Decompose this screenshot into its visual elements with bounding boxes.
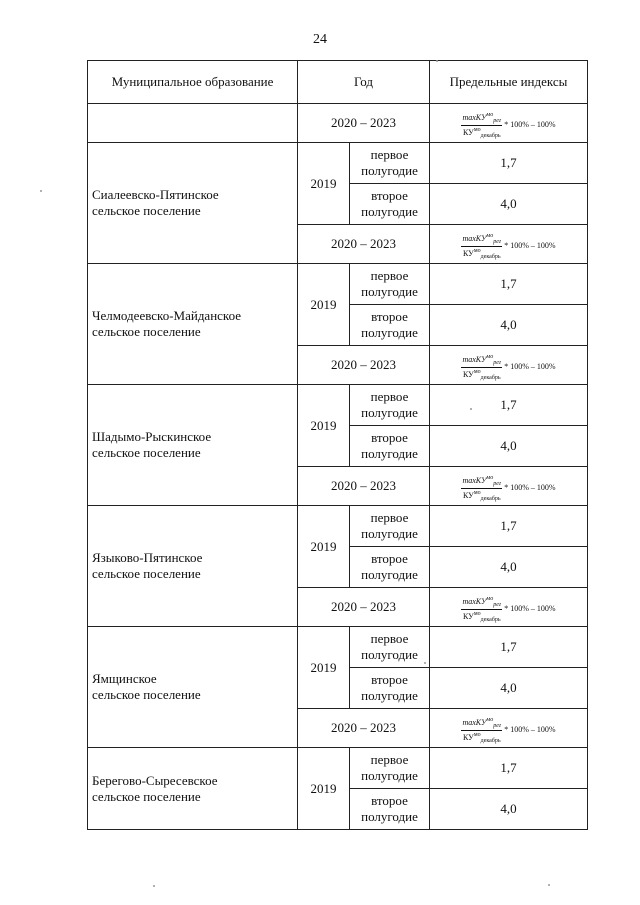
- municipality-name: [88, 385, 298, 506]
- first-half-value: 1,7: [430, 264, 588, 305]
- table-row: [88, 506, 588, 547]
- year-range: 2020 – 2023: [298, 104, 430, 143]
- second-half-value: 4,0: [430, 668, 588, 709]
- formula-numerator: [461, 717, 502, 731]
- index-formula: [461, 354, 555, 381]
- scan-speck: [424, 662, 426, 664]
- municipality-name-line2: сельское поселение: [92, 788, 201, 804]
- formula-denominator: [463, 247, 501, 260]
- second-half-label: второе полугодие: [350, 547, 430, 588]
- formula-tail: * 100% – 100%: [504, 483, 556, 492]
- formula-denominator-sup: мо: [473, 731, 481, 738]
- formula-numerator-sup: мо: [486, 595, 494, 602]
- table-row: [88, 627, 588, 668]
- formula-numerator-base: maxКУ: [462, 112, 487, 122]
- table-header-row: [88, 61, 588, 104]
- index-formula: [461, 596, 555, 623]
- formula-denominator-base: КУ: [463, 369, 474, 379]
- page-number: 24: [313, 32, 327, 47]
- scan-speck: [153, 885, 155, 887]
- first-half-value: 1,7: [430, 143, 588, 184]
- formula-tail: * 100% – 100%: [504, 120, 556, 129]
- first-half-label: первое полугодие: [350, 385, 430, 426]
- year-range: 2020 – 2023: [298, 709, 430, 748]
- first-half-value: 1,7: [430, 748, 588, 789]
- formula-denominator: [463, 368, 501, 381]
- formula-cell: [430, 346, 588, 385]
- header-year: Год: [298, 61, 430, 104]
- scan-speck: [548, 884, 550, 886]
- table-row-first-range: [88, 104, 588, 143]
- formula-denominator-sup: мо: [473, 126, 481, 133]
- formula-tail: * 100% – 100%: [504, 725, 556, 734]
- second-half-label: второе полугодие: [350, 789, 430, 830]
- municipality-name-line2: сельское поселение: [92, 324, 201, 339]
- formula-cell: [430, 225, 588, 264]
- first-half-value: 1,7: [430, 506, 588, 547]
- municipality-name: [88, 627, 298, 748]
- formula-cell: [430, 104, 588, 143]
- formula-numerator-sup: мо: [486, 353, 494, 360]
- formula-denominator: [463, 610, 501, 623]
- formula-numerator-sub: рег: [493, 601, 502, 608]
- scan-speck: [40, 190, 42, 192]
- formula-numerator-sub: рег: [493, 722, 502, 729]
- first-half-label: первое полугодие: [350, 506, 430, 547]
- second-half-label: второе полугодие: [350, 305, 430, 346]
- first-half-label: первое полугодие: [350, 748, 430, 789]
- formula-numerator: [461, 112, 502, 126]
- municipality-name: [88, 264, 298, 385]
- municipality-name-line2: сельское поселение: [92, 687, 201, 702]
- tariff-index-table: [87, 60, 588, 830]
- municipality-name-line2: сельское поселение: [92, 566, 201, 581]
- first-half-value: 1,7: [430, 385, 588, 426]
- formula-numerator-sub: рег: [493, 117, 502, 124]
- second-half-label: второе полугодие: [350, 426, 430, 467]
- year-cell: 2019: [298, 748, 350, 830]
- formula-denominator-sub: декабрь: [480, 374, 501, 381]
- formula-denominator-base: КУ: [463, 248, 474, 258]
- table-row: [88, 748, 588, 789]
- municipality-name-line1: Сиалеевско-Пятинское: [92, 187, 219, 203]
- formula-numerator-base: maxКУ: [462, 233, 487, 243]
- formula-denominator-sub: декабрь: [480, 253, 501, 260]
- formula-denominator-sup: мо: [473, 247, 481, 254]
- formula-cell: [430, 467, 588, 506]
- formula-numerator-base: maxКУ: [462, 475, 487, 485]
- formula-cell: [430, 588, 588, 627]
- formula-numerator-sup: мо: [486, 716, 494, 723]
- second-half-value: 4,0: [430, 547, 588, 588]
- second-half-label: второе полугодие: [350, 668, 430, 709]
- municipality-name: [88, 748, 298, 830]
- empty-cell: [88, 104, 298, 143]
- year-range: 2020 – 2023: [298, 467, 430, 506]
- year-range: 2020 – 2023: [298, 225, 430, 264]
- year-cell: 2019: [298, 143, 350, 225]
- index-formula: [461, 717, 555, 744]
- formula-numerator-sub: рег: [493, 238, 502, 245]
- second-half-label: второе полугодие: [350, 184, 430, 225]
- first-half-label: первое полугодие: [350, 143, 430, 184]
- formula-denominator-base: КУ: [463, 490, 474, 500]
- formula-numerator-sup: мо: [486, 474, 494, 481]
- year-range: 2020 – 2023: [298, 346, 430, 385]
- formula-numerator-base: maxКУ: [462, 354, 487, 364]
- formula-numerator-sub: рег: [493, 480, 502, 487]
- municipality-name-line1: Ямщинское: [92, 671, 157, 687]
- municipality-name-line2: сельское поселение: [92, 445, 201, 460]
- formula-fraction: [461, 112, 502, 139]
- header-indices: Предельные индексы: [430, 61, 588, 104]
- first-half-label: первое полугодие: [350, 264, 430, 305]
- formula-denominator-base: КУ: [463, 611, 474, 621]
- scan-speck: [436, 60, 438, 62]
- formula-numerator: [461, 354, 502, 368]
- year-cell: 2019: [298, 385, 350, 467]
- municipality-name-line2: сельское поселение: [92, 203, 201, 218]
- formula-denominator-sub: декабрь: [480, 616, 501, 623]
- municipality-name-line1: Шадымо-Рыскинское: [92, 429, 212, 445]
- formula-fraction: [461, 596, 502, 623]
- formula-denominator-sup: мо: [473, 610, 481, 617]
- table-row: [88, 385, 588, 426]
- table-row: [88, 143, 588, 184]
- municipality-name-line1: Языково-Пятинское: [92, 550, 203, 566]
- formula-fraction: [461, 354, 502, 381]
- second-half-value: 4,0: [430, 184, 588, 225]
- formula-denominator-base: КУ: [463, 127, 474, 137]
- municipality-name-line1: Челмодеевско-Майданское: [92, 308, 242, 324]
- index-formula: [461, 475, 555, 502]
- scan-speck: [470, 408, 472, 410]
- formula-denominator-base: КУ: [463, 732, 474, 742]
- formula-numerator-base: maxКУ: [462, 596, 487, 606]
- municipality-name-line1: Берегово-Сыресевское: [92, 772, 218, 788]
- index-formula: [461, 112, 555, 139]
- second-half-value: 4,0: [430, 305, 588, 346]
- formula-denominator-sub: декабрь: [480, 132, 501, 139]
- first-half-value: 1,7: [430, 627, 588, 668]
- index-formula: [461, 233, 555, 260]
- second-half-value: 4,0: [430, 426, 588, 467]
- formula-numerator-sub: рег: [493, 359, 502, 366]
- formula-cell: [430, 709, 588, 748]
- formula-denominator-sup: мо: [473, 368, 481, 375]
- formula-fraction: [461, 475, 502, 502]
- formula-tail: * 100% – 100%: [504, 604, 556, 613]
- year-cell: 2019: [298, 264, 350, 346]
- header-municipality: Муниципальное образование: [88, 61, 298, 104]
- year-cell: 2019: [298, 506, 350, 588]
- first-half-label: первое полугодие: [350, 627, 430, 668]
- year-range: 2020 – 2023: [298, 588, 430, 627]
- formula-numerator: [461, 596, 502, 610]
- formula-denominator-sub: декабрь: [480, 495, 501, 502]
- municipality-name: [88, 506, 298, 627]
- second-half-value: 4,0: [430, 789, 588, 830]
- formula-tail: * 100% – 100%: [504, 362, 556, 371]
- formula-denominator: [463, 126, 501, 139]
- formula-numerator: [461, 475, 502, 489]
- table-row: [88, 264, 588, 305]
- formula-denominator: [463, 489, 501, 502]
- formula-denominator-sub: декабрь: [480, 737, 501, 744]
- formula-denominator: [463, 731, 501, 744]
- municipality-name: [88, 143, 298, 264]
- formula-numerator-base: maxКУ: [462, 717, 487, 727]
- formula-fraction: [461, 233, 502, 260]
- formula-tail: * 100% – 100%: [504, 241, 556, 250]
- formula-numerator: [461, 233, 502, 247]
- formula-denominator-sup: мо: [473, 489, 481, 496]
- year-cell: 2019: [298, 627, 350, 709]
- formula-numerator-sup: мо: [486, 111, 494, 118]
- formula-fraction: [461, 717, 502, 744]
- formula-numerator-sup: мо: [486, 232, 494, 239]
